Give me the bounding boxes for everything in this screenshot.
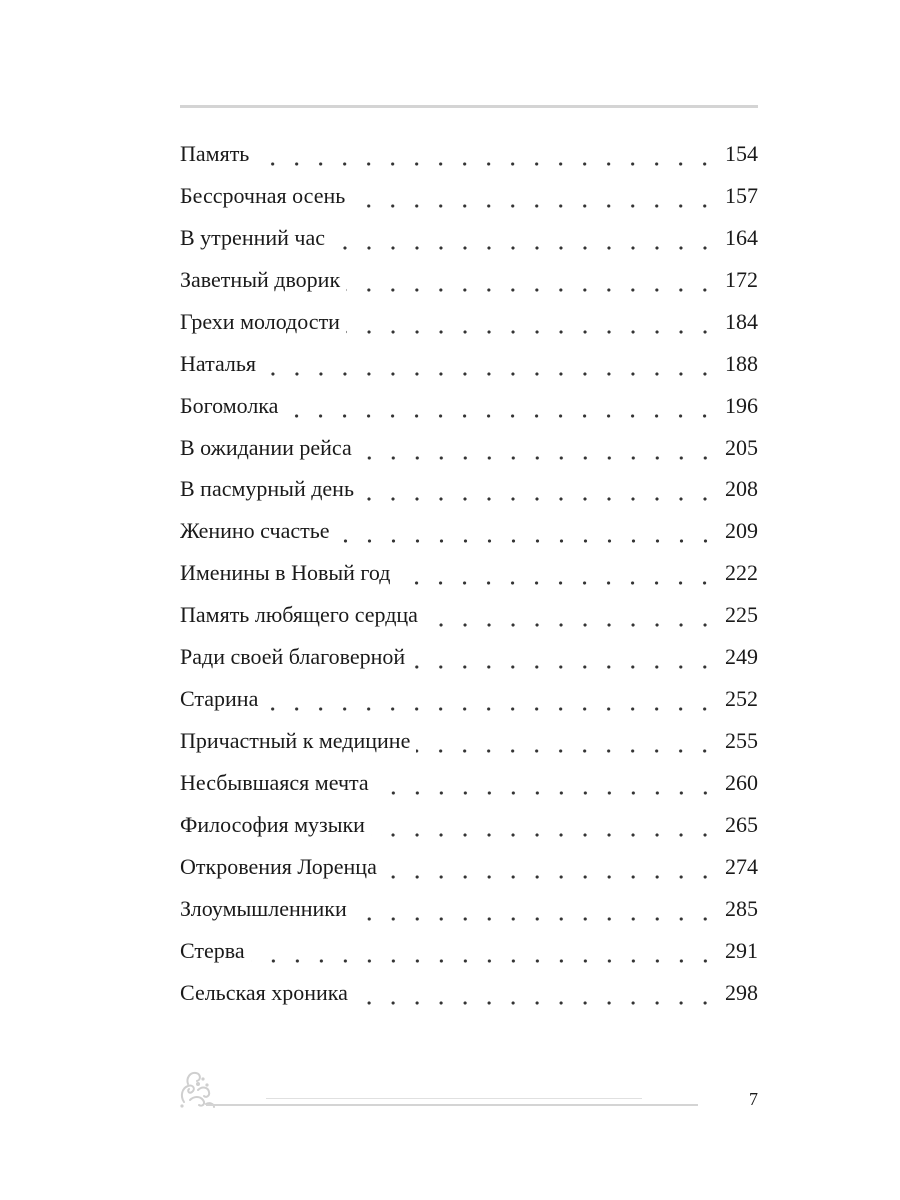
toc-entry (180, 930, 758, 972)
toc-entry (180, 720, 758, 762)
toc-entry (180, 301, 758, 343)
toc-entry-title: Женино счастье (180, 518, 330, 544)
toc-entry (180, 888, 758, 930)
toc-entry (180, 762, 758, 804)
toc-entry-page: 222 (725, 560, 758, 586)
toc-entry-title: Сельская хроника (180, 979, 348, 1005)
toc-entry-page: 196 (725, 392, 758, 418)
footer-rule (206, 1104, 698, 1106)
toc-entry-page: 188 (725, 350, 758, 376)
dot-leader (351, 189, 717, 211)
dot-leader (255, 147, 717, 169)
toc-entry-title: Старина (180, 686, 259, 712)
table-of-contents (180, 133, 758, 1014)
toc-entry (180, 385, 758, 427)
toc-entry (180, 175, 758, 217)
toc-entry-page: 274 (725, 853, 758, 879)
dot-leader (284, 399, 717, 421)
dot-leader (264, 692, 717, 714)
toc-entry-title: В пасмурный день (180, 476, 354, 502)
toc-entry (180, 846, 758, 888)
toc-entry-title: Память любящего сердца (180, 602, 418, 628)
toc-entry (180, 343, 758, 385)
toc-entry-title: Грехи молодости (180, 308, 340, 334)
dot-leader (336, 524, 717, 546)
dot-leader (371, 818, 717, 840)
dot-leader (411, 650, 717, 672)
footer-rule-short (266, 1098, 642, 1099)
toc-entry-page: 265 (725, 811, 758, 837)
toc-entry-title: В утренний час (180, 224, 326, 250)
dot-leader (375, 776, 717, 798)
toc-entry-title: Откровения Лоренца (180, 853, 377, 879)
toc-entry-title: В ожидании рейса (180, 434, 352, 460)
toc-entry-title: Наталья (180, 350, 257, 376)
toc-entry-page: 225 (725, 602, 758, 628)
toc-entry (180, 510, 758, 552)
toc-entry (180, 636, 758, 678)
dot-leader (346, 273, 717, 295)
toc-entry-page: 205 (725, 434, 758, 460)
toc-entry (180, 133, 758, 175)
toc-entry-title: Злоумышленники (180, 895, 347, 921)
toc-entry-page: 208 (725, 476, 758, 502)
toc-entry-page: 285 (725, 895, 758, 921)
toc-entry-page: 255 (725, 728, 758, 754)
toc-entry-title: Ради своей благоверной (180, 644, 406, 670)
toc-entry (180, 678, 758, 720)
toc-entry-page: 184 (725, 308, 758, 334)
dot-leader (416, 734, 717, 756)
toc-entry-page: 164 (725, 224, 758, 250)
toc-entry-page: 298 (725, 979, 758, 1005)
toc-entry-title: Богомолка (180, 392, 279, 418)
toc-entry-page: 291 (725, 937, 758, 963)
toc-entry (180, 804, 758, 846)
dot-leader (424, 608, 717, 630)
toc-entry (180, 217, 758, 259)
dot-leader (346, 315, 717, 337)
top-rule (180, 105, 758, 108)
dot-leader (360, 482, 717, 504)
toc-entry (180, 594, 758, 636)
dot-leader (353, 902, 717, 924)
toc-entry-page: 252 (725, 686, 758, 712)
toc-entry (180, 427, 758, 469)
toc-entry-title: Философия музыки (180, 811, 365, 837)
toc-entry-title: Причастный к медицине (180, 728, 411, 754)
toc-entry (180, 972, 758, 1014)
dot-leader (262, 357, 717, 379)
toc-entry-page: 260 (725, 770, 758, 796)
dot-leader (331, 231, 717, 253)
toc-entry-page: 209 (725, 518, 758, 544)
dot-leader (358, 441, 717, 463)
toc-entry-page: 172 (725, 266, 758, 292)
toc-entry (180, 259, 758, 301)
toc-entry-title: Память (180, 140, 250, 166)
page-number: 7 (749, 1089, 758, 1109)
dot-leader (396, 566, 717, 588)
dot-leader (383, 860, 717, 882)
toc-entry-page: 154 (725, 140, 758, 166)
toc-entry-title: Несбывшаяся мечта (180, 770, 369, 796)
toc-entry-title: Заветный дворик (180, 266, 341, 292)
dot-leader (251, 944, 717, 966)
toc-entry (180, 552, 758, 594)
dot-leader (354, 986, 717, 1008)
toc-entry (180, 469, 758, 511)
toc-entry-title: Бессрочная осень (180, 182, 346, 208)
toc-entry-title: Стерва (180, 937, 245, 963)
toc-entry-page: 249 (725, 644, 758, 670)
toc-entry-title: Именины в Новый год (180, 560, 391, 586)
toc-entry-page: 157 (725, 182, 758, 208)
